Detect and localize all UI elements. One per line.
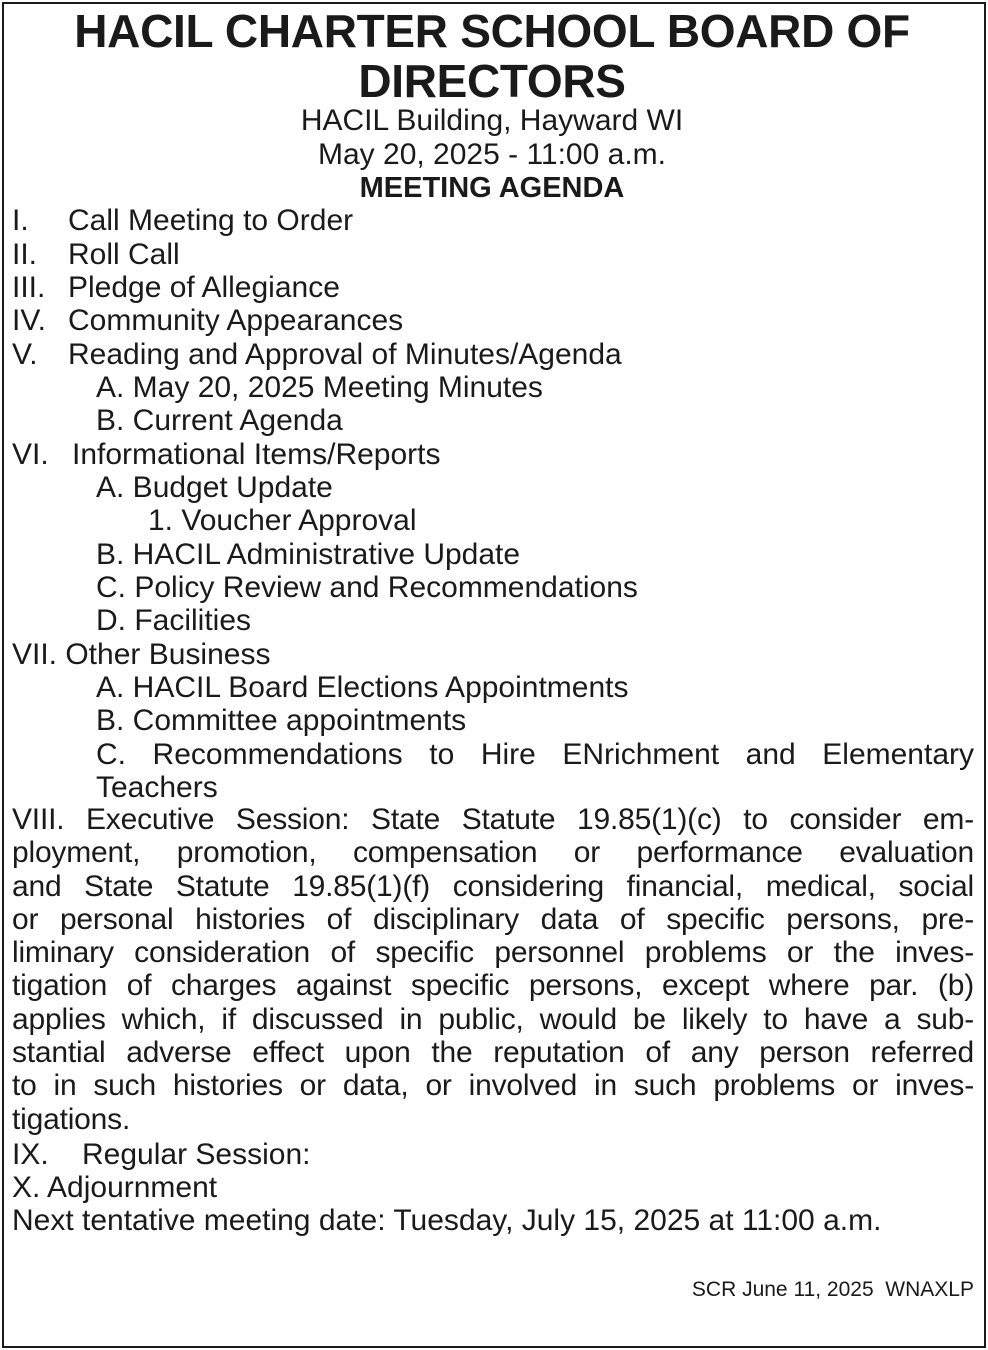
paragraph-line: tigations. — [12, 1102, 131, 1136]
agenda-subitem-vii-a: A. HACIL Board Elections Appointments — [96, 671, 629, 704]
item-number: IV. — [12, 304, 46, 337]
item-number: II. — [12, 238, 38, 271]
item-text: Informational Items/Reports — [72, 438, 441, 471]
item-number: V. — [12, 338, 38, 371]
next-meeting-date: Next tentative meeting date: Tuesday, July 15, 2025 at 11:00 a.m. — [12, 1204, 882, 1237]
agenda-item-i — [12, 204, 354, 238]
item-number: VI. — [12, 438, 49, 471]
agenda-item-vii: VII. Other Business — [12, 638, 271, 671]
agenda-item-ii — [12, 238, 180, 272]
item-number: IX. — [12, 1138, 49, 1171]
item-number: I. — [12, 204, 29, 237]
paragraph-line: stantial adverse effect upon the reputation of any person referred — [12, 1036, 974, 1070]
agenda-item-v — [12, 338, 622, 372]
paragraph-line: to in such histories or data, or involved in such problems or inves- — [12, 1069, 974, 1103]
item-text: Regular Session: — [82, 1138, 311, 1171]
agenda-item-iii — [12, 271, 340, 305]
meeting-location: HACIL Building, Hayward WI — [300, 104, 684, 137]
agenda-subitem-vi-a-1: 1. Voucher Approval — [148, 504, 417, 537]
agenda-item-vi — [12, 438, 441, 472]
notice-title — [0, 6, 984, 106]
agenda-subitem-v-a: A. May 20, 2025 Meeting Minutes — [96, 371, 543, 404]
item-number: III. — [12, 271, 46, 304]
agenda-subitem-v-b: B. Current Agenda — [96, 404, 343, 437]
agenda-item-viii — [12, 803, 974, 1136]
title-line-2: DIRECTORS — [358, 55, 626, 107]
agenda-subitem-vii-c-line-2: Teachers — [96, 771, 218, 804]
agenda-item-iv — [12, 304, 404, 338]
item-text: Call Meeting to Order — [68, 204, 354, 237]
paragraph-line: ployment, promotion, compensation or performance evaluation — [12, 836, 974, 870]
agenda-subitem-vi-c: C. Policy Review and Recommendations — [96, 571, 638, 604]
title-line-1: HACIL CHARTER SCHOOL BOARD OF — [74, 5, 910, 57]
paragraph-line: applies which, if discussed in public, would be likely to have a sub- — [12, 1002, 974, 1036]
agenda-subitem-vii-b: B. Committee appointments — [96, 704, 467, 737]
agenda-heading: MEETING AGENDA — [359, 172, 625, 204]
publication-footer: SCR June 11, 2025 WNAXLP — [691, 1278, 974, 1301]
meeting-datetime: May 20, 2025 - 11:00 a.m. — [318, 138, 666, 171]
paragraph-line: tigation of charges against specific persons, except where par. (b) — [12, 969, 974, 1003]
paragraph-line: VIII. Executive Session: State Statute 19.85(1)(c) to consider em- — [12, 803, 974, 836]
agenda-item-ix — [12, 1138, 311, 1172]
paragraph-line: or personal histories of disciplinary data of specific persons, pre- — [12, 902, 974, 936]
item-text: Community Appearances — [68, 304, 404, 337]
agenda-item-x: X. Adjournment — [12, 1171, 218, 1204]
agenda-subitem-vi-a: A. Budget Update — [96, 471, 333, 504]
item-text: Roll Call — [68, 238, 180, 271]
item-text: Reading and Approval of Minutes/Agenda — [68, 338, 622, 371]
paragraph-line: liminary consideration of specific personnel problems or the inves- — [12, 936, 974, 970]
item-text: Pledge of Allegiance — [68, 271, 340, 304]
agenda-subitem-vii-c-line-1: C. Recommendations to Hire ENrichment and Elementary — [96, 738, 974, 771]
agenda-subitem-vi-d: D. Facilities — [96, 604, 252, 637]
agenda-subitem-vi-b: B. HACIL Administrative Update — [96, 538, 521, 571]
paragraph-line: and State Statute 19.85(1)(f) considering financial, medical, social — [12, 869, 974, 903]
